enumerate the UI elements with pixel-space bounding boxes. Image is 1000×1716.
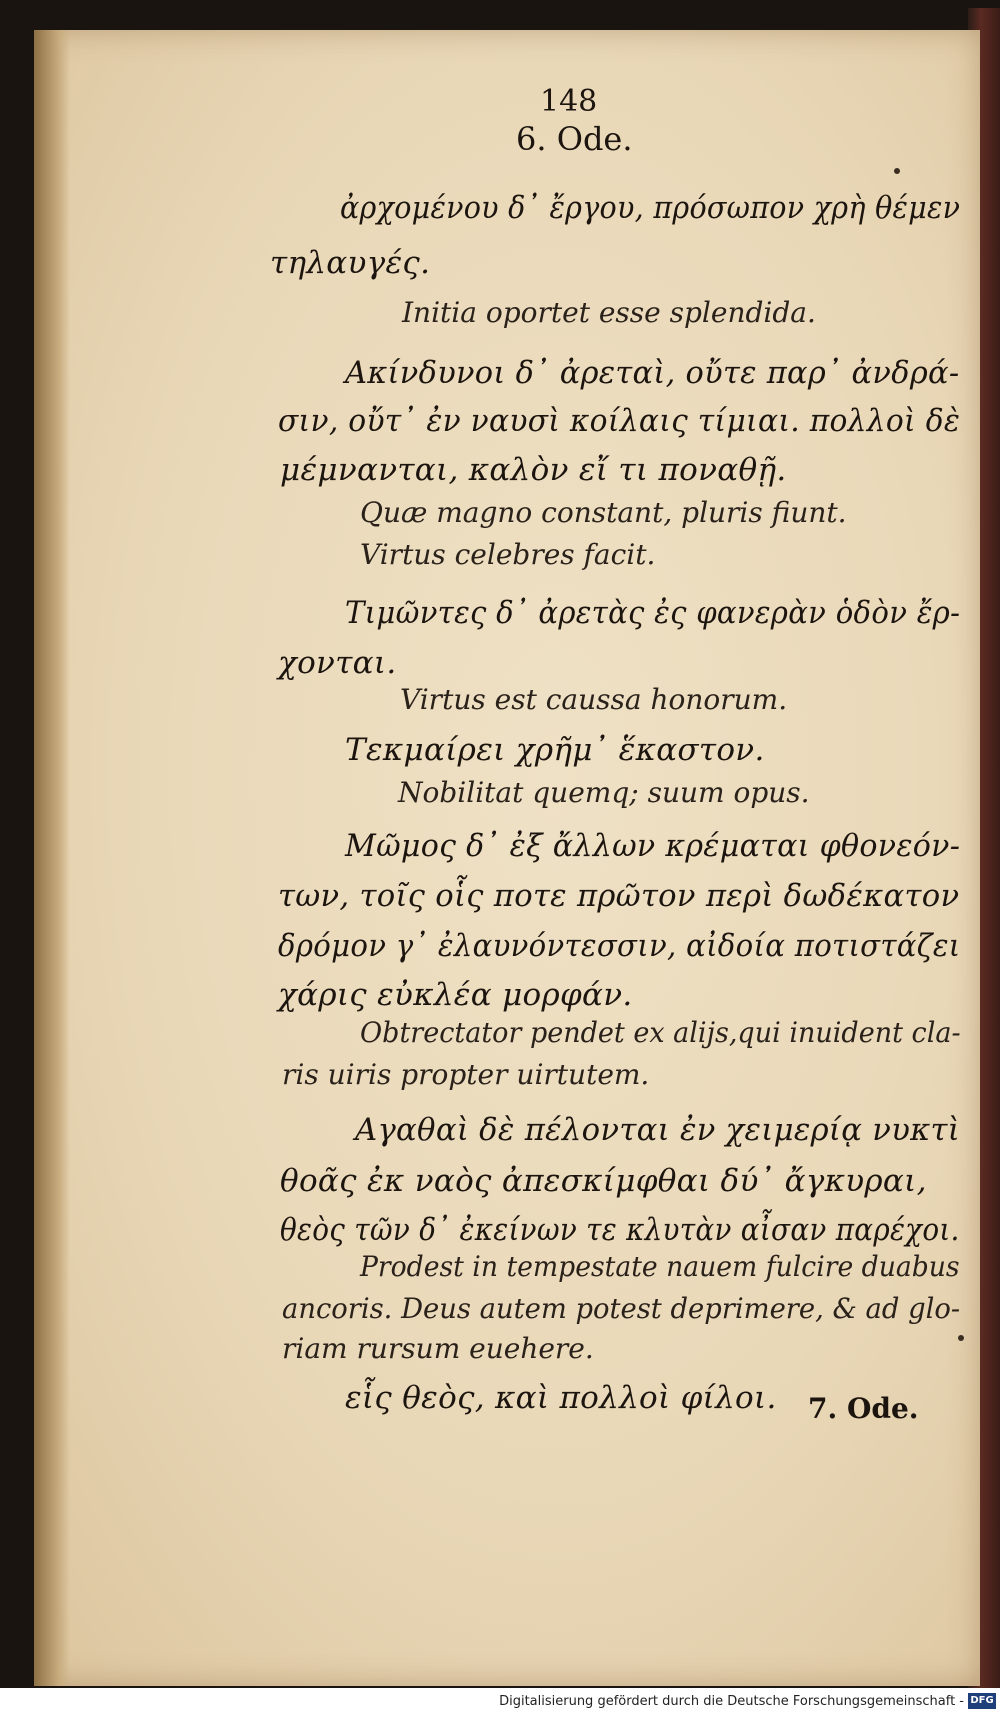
greek-line: μέμνανται, καλὸν εἴ τι ποναθῇ. [280,452,787,488]
greek-line: εἷς θεὸς, καὶ πολλοὶ φίλοι. [345,1380,777,1416]
latin-line: Obtrectator pendet ex alijs,qui inuident cla- [360,1016,961,1049]
greek-line: σιν, οὔτ᾽ ἐν ναυσὶ κοίλαις τίμιαι. πολλοὶ δὲ [278,403,961,439]
latin-line: Virtus celebres facit. [360,538,656,571]
greek-line: ἀρχομένου δ᾽ ἔργου, πρόσωπον χρὴ θέμεν [340,190,961,226]
latin-line: Initia oportet esse splendida. [402,296,816,329]
page-number: 148 [540,84,598,119]
latin-line: ris uiris propter uirtutem. [282,1058,650,1091]
catchword: 7. Ode. [808,1392,919,1425]
latin-line: Virtus est caussa honorum. [400,683,788,716]
greek-line: θοᾶς ἐκ ναὸς ἀπεσκίμφθαι δύ᾽ ἄγκυραι, [280,1163,927,1199]
greek-line: των, τοῖς οἷς ποτε πρῶτον περὶ δωδέκατον [278,878,960,914]
page-gutter-shadow [34,30,70,1686]
latin-line: riam rursum euehere. [282,1332,594,1365]
dfg-logo: DFG [968,1693,996,1709]
greek-line: Μῶμος δ᾽ ἐξ ἄλλων κρέμαται φθονεόν- [345,828,961,864]
ink-speck [958,1335,964,1341]
latin-line: Quæ magno constant, pluris fiunt. [360,496,847,529]
greek-line: χονται. [278,645,397,681]
greek-line: θεὸς τῶν δ᾽ ἐκείνων τε κλυτὰν αἶσαν παρέχοι. [280,1212,960,1248]
ink-speck [894,168,900,174]
latin-line: Nobilitat quemq; suum opus. [398,776,810,809]
greek-line: Τεκμαίρει χρῆμ᾽ ἕκαστον. [345,732,765,768]
digitization-credit: Digitalisierung gefördert durch die Deutsche Forschungsgemeinschaft - [499,1694,964,1709]
greek-line: Αγαθαὶ δὲ πέλονται ἐν χειμερίᾳ νυκτὶ [355,1112,961,1148]
latin-line: Prodest in tempestate nauem fulcire duabus [360,1250,960,1283]
greek-line: δρόμον γ᾽ ἐλαυνόντεσσιν, αἰδοία ποτιστάζει [278,928,961,964]
greek-line: τηλαυγές. [270,245,431,281]
ode-heading: 6. Ode. [516,120,633,158]
latin-line: ancoris. Deus autem potest deprimere, & ad glo- [282,1292,961,1325]
greek-line: Ακίνδυνοι δ᾽ ἀρεταὶ, οὔτε παρ᾽ ἀνδρά- [345,355,960,391]
greek-line: χάρις εὐκλέα μορφάν. [278,977,633,1013]
greek-line: Τιμῶντες δ᾽ ἀρετὰς ἐς φανερὰν ὁδὸν ἔρ- [345,595,961,631]
